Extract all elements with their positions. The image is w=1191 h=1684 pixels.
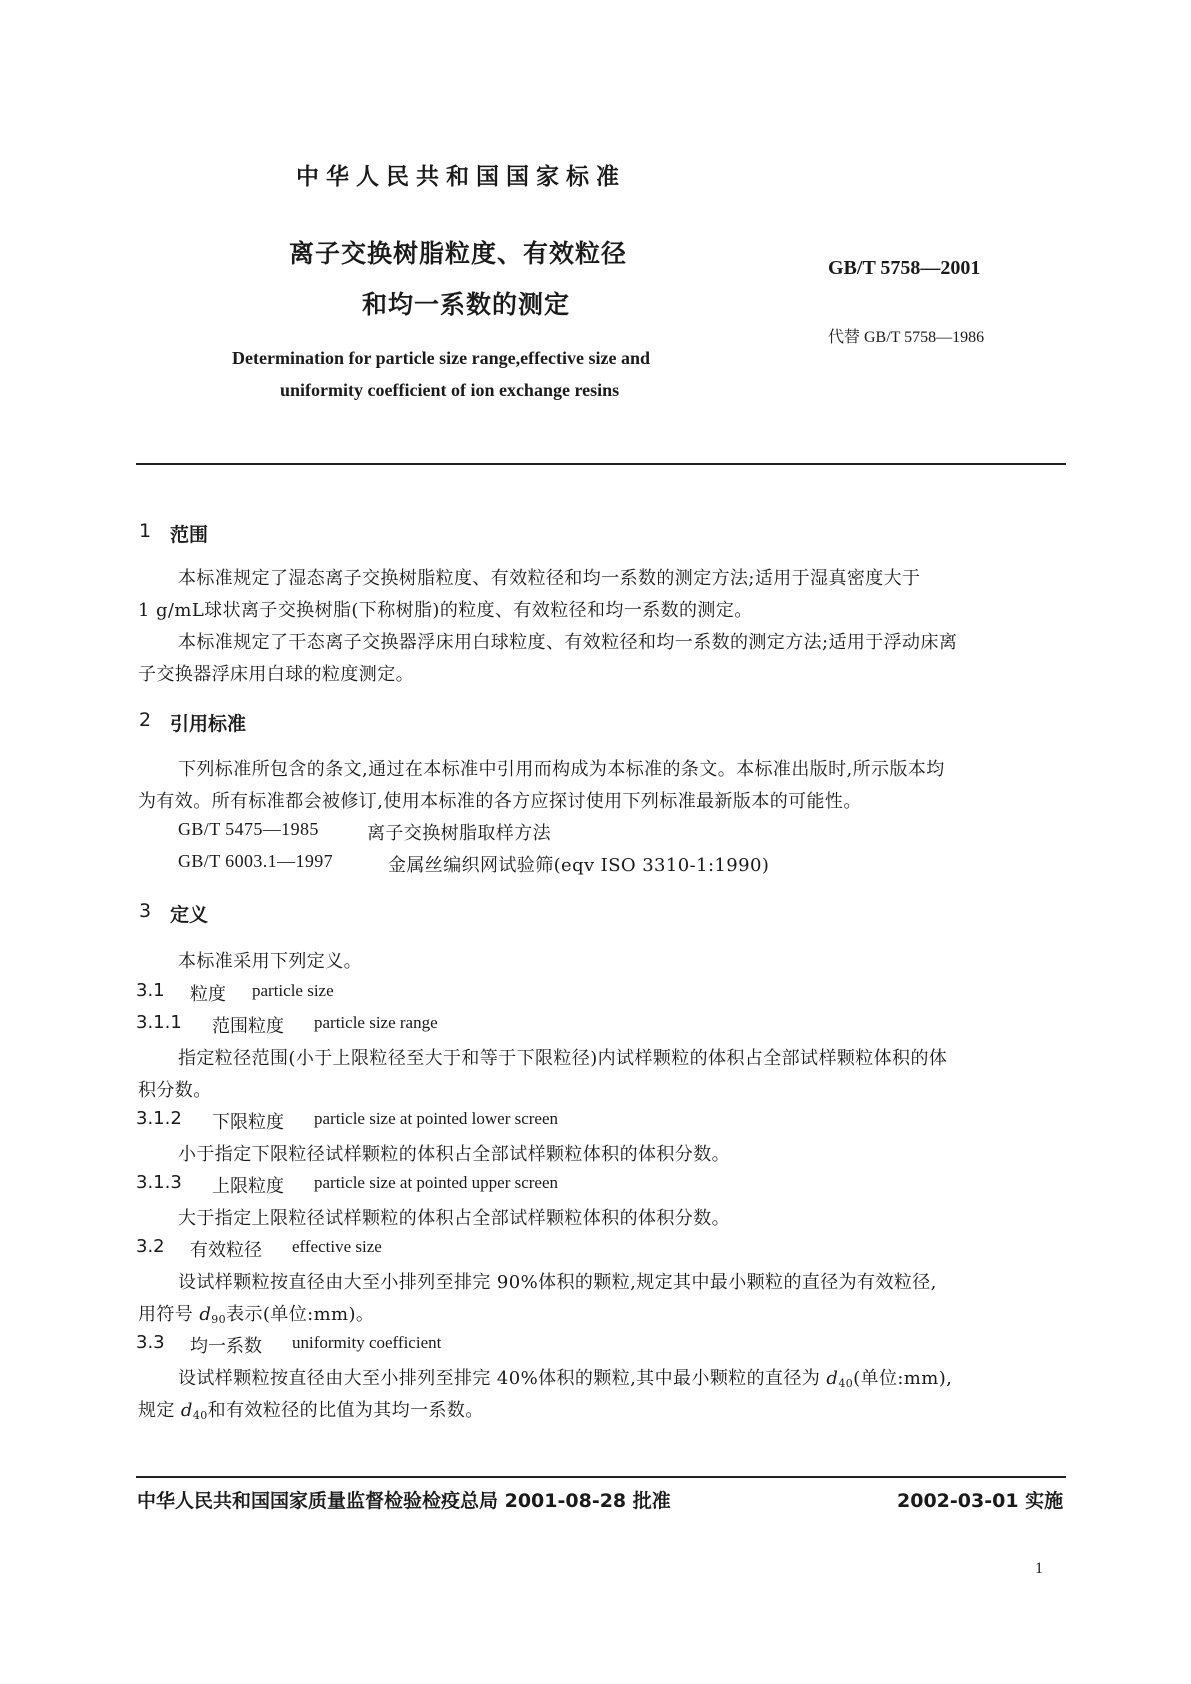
document-title-en-line2: uniformity coefficient of ion exchange resins — [280, 380, 620, 400]
definition-text: 积分数。 — [138, 1080, 212, 1101]
definition-term-zh: 粒度 — [190, 984, 226, 1005]
definition-term-zh: 下限粒度 — [212, 1112, 284, 1133]
text-fragment: 用符号 — [138, 1304, 200, 1325]
definition-number: 3.1.2 — [136, 1108, 182, 1129]
definition-term-en: particle size at pointed lower screen — [314, 1109, 559, 1128]
definition-text-with-symbol — [178, 1364, 952, 1390]
section-title: 定义 — [170, 904, 209, 926]
reference-code: GB/T 5475—1985 — [178, 819, 319, 839]
definition-text-with-symbol — [138, 1300, 374, 1326]
header-divider — [136, 463, 1066, 465]
definition-text: 小于指定下限粒径试样颗粒的体积占全部试样颗粒体积的体积分数。 — [178, 1144, 730, 1165]
definition-number: 3.2 — [136, 1236, 165, 1257]
paragraph-line: 1 g/mL球状离子交换树脂(下称树脂)的粒度、有效粒径和均一系数的测定。 — [138, 600, 753, 621]
definition-number: 3.1.1 — [136, 1012, 182, 1033]
definition-text-with-symbol — [138, 1396, 484, 1422]
section-title: 引用标准 — [170, 713, 247, 735]
definition-number: 3.1 — [136, 980, 165, 1001]
paragraph-line: 本标准规定了干态离子交换器浮床用白球粒度、有效粒径和均一系数的测定方法;适用于浮动床离 — [178, 632, 958, 653]
definition-term-zh: 范围粒度 — [212, 1016, 284, 1037]
definition-term-en: particle size range — [314, 1013, 438, 1032]
definition-number: 3.3 — [136, 1332, 165, 1353]
page-number: 1 — [1035, 1560, 1043, 1577]
symbol-subscript: 40 — [192, 1409, 208, 1422]
definition-term-en: uniformity coefficient — [292, 1333, 442, 1352]
document-title-zh-line2: 和均一系数的测定 — [362, 290, 571, 319]
paragraph-line: 子交换器浮床用白球的粒度测定。 — [138, 664, 414, 685]
paragraph-line: 下列标准所包含的条文,通过在本标准中引用而构成为本标准的条文。本标准出版时,所示版本均 — [178, 759, 945, 780]
paragraph-line: 本标准采用下列定义。 — [178, 951, 362, 972]
text-fragment: 规定 — [138, 1400, 181, 1421]
definition-number: 3.1.3 — [136, 1172, 182, 1193]
replaces-standard: 代替 GB/T 5758—1986 — [828, 329, 985, 346]
text-fragment: (单位:mm), — [853, 1368, 953, 1389]
symbol-subscript: 40 — [838, 1377, 854, 1390]
implementation-date: 2002-03-01 实施 — [897, 1490, 1064, 1512]
reference-title: 离子交换树脂取样方法 — [367, 823, 551, 844]
document-title-en-line1: Determination for particle size range,effective size and — [232, 348, 651, 368]
section-number: 2 — [139, 709, 152, 731]
definition-text: 设试样颗粒按直径由大至小排列至排完 90%体积的颗粒,规定其中最小颗粒的直径为有效粒径, — [178, 1272, 937, 1293]
symbol-d: d — [826, 1368, 839, 1389]
standard-number: GB/T 5758—2001 — [828, 257, 981, 279]
footer-divider — [136, 1476, 1066, 1478]
text-fragment: 和有效粒径的比值为其均一系数。 — [207, 1400, 484, 1421]
definition-term-zh: 均一系数 — [190, 1336, 262, 1357]
section-title: 范围 — [170, 524, 209, 546]
definition-text: 指定粒径范围(小于上限粒径至大于和等于下限粒径)内试样颗粒的体积占全部试样颗粒体积的体 — [178, 1048, 948, 1069]
definition-term-en: particle size at pointed upper screen — [314, 1173, 559, 1192]
definition-term-zh: 有效粒径 — [190, 1240, 262, 1261]
definition-term-en: effective size — [292, 1237, 382, 1256]
definition-term-en: particle size — [252, 981, 334, 1000]
paragraph-line: 本标准规定了湿态离子交换树脂粒度、有效粒径和均一系数的测定方法;适用于湿真密度大于 — [178, 568, 921, 589]
symbol-subscript: 90 — [211, 1313, 227, 1326]
paragraph-line: 为有效。所有标准都会被修订,使用本标准的各方应探讨使用下列标准最新版本的可能性。 — [138, 791, 862, 812]
text-fragment: 表示(单位:mm)。 — [226, 1304, 375, 1325]
reference-code: GB/T 6003.1—1997 — [178, 851, 334, 871]
national-standard-heading: 中华人民共和国国家标准 — [296, 164, 626, 190]
section-number: 1 — [139, 520, 152, 542]
reference-title: 金属丝编织网试验筛(eqv ISO 3310-1:1990) — [388, 855, 770, 876]
text-fragment: 设试样颗粒按直径由大至小排列至排完 40%体积的颗粒,其中最小颗粒的直径为 — [178, 1368, 827, 1389]
section-number: 3 — [139, 900, 152, 922]
definition-text: 大于指定上限粒径试样颗粒的体积占全部试样颗粒体积的体积分数。 — [178, 1208, 730, 1229]
symbol-d: d — [199, 1304, 212, 1325]
document-title-zh-line1: 离子交换树脂粒度、有效粒径 — [289, 239, 628, 268]
issued-by: 中华人民共和国国家质量监督检验检疫总局 2001-08-28 批准 — [137, 1490, 671, 1512]
symbol-d: d — [180, 1400, 193, 1421]
definition-term-zh: 上限粒度 — [212, 1176, 284, 1197]
